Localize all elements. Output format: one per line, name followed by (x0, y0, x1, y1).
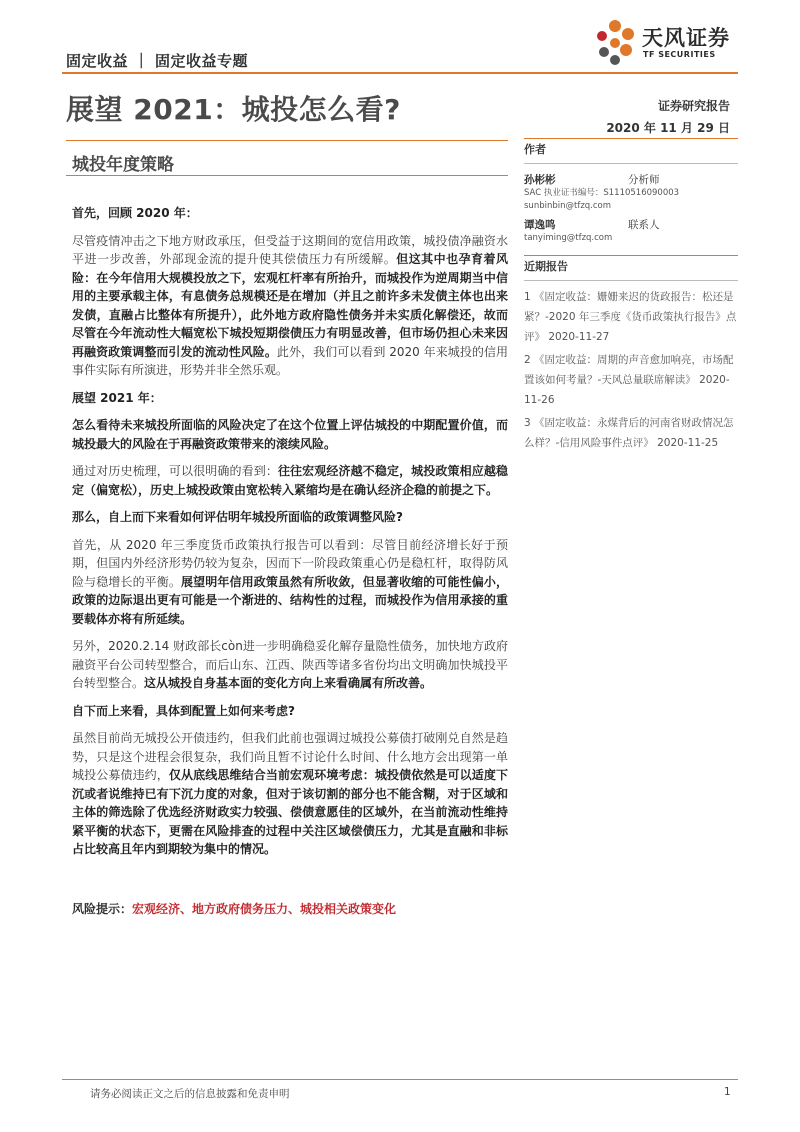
paragraph-emphasis: 仅从底线思维结合当前宏观环境考虑：城投债依然是可以适度下沉或者说维持已有下沉力度的对象，但对于该切割的部分也不能含糊，对于区域和主体的筛选除了优选经济财政实力较强、偿债意愿佳的区域外，在当前流动性维持紧平衡的状态下，更需在风险排查的过程中关注区域偿债压力，尤其是直融和非标占比较高且年内到期较为集中的情况。 (72, 768, 508, 856)
author-entry (524, 172, 738, 213)
risk-label: 风险提示： (72, 902, 133, 916)
recent-heading: 近期报告 (524, 260, 568, 273)
author-role: 分析师 (628, 174, 660, 186)
section-heading: 首先，回顾 2020 年： (72, 206, 198, 220)
sidebar (524, 138, 738, 449)
logo-mark-icon (590, 18, 640, 68)
author-role: 联系人 (628, 219, 660, 231)
title-divider (66, 140, 508, 141)
paragraph (72, 637, 508, 693)
main-body (72, 204, 508, 868)
risk-text: 宏观经济、地方政府债务压力、城投相关政策变化 (132, 902, 397, 916)
paragraph-text: 尽管疫情冲击之下地方财政承压，但受益于这期间的宽信用政策，城投债净融资水平进一步改善，外部现金流的提升使其偿债压力有所缓解。 (72, 233, 508, 266)
report-title: 展望 2021：城投怎么看? (66, 93, 401, 126)
recent-report-item[interactable]: 1 《固定收益：姗姗来迟的货政报告：松还是紧？-2020 年三季度《货币政策执行报告》点评》 2020-11-27 (524, 291, 737, 343)
recent-report-list (524, 287, 738, 453)
author-cert: SAC 执业证书编号：S1110516090003 (524, 188, 680, 198)
authors-divider (524, 163, 738, 164)
section-heading: 那么，自上而下来看如何评估明年城投所面临的政策调整风险? (72, 510, 403, 524)
recent-report-item[interactable]: 3 《固定收益：永煤背后的河南省财政情况怎么样？-信用风险事件点评》 2020-11-25 (524, 417, 734, 449)
author-name: 孙彬彬 (524, 174, 556, 186)
recent-report-item[interactable]: 2 《固定收益：周期的声音愈加响亮，市场配置该如何考量？-天风总量联席解读》 2020-11-26 (524, 354, 734, 406)
paragraph (72, 462, 508, 499)
footer-disclaimer: 请务必阅读正文之后的信息披露和免责申明 (90, 1088, 290, 1100)
section-heading: 自下而上来看，具体到配置上如何来考虑? (72, 703, 295, 718)
paragraph-emphasis: 怎么看待未来城投所面临的风险决定了在这个位置上评估城投的中期配置价值，而城投最大的风险在于再融资政策带来的滚续风险。 (72, 418, 508, 451)
sidebar-divider (524, 138, 738, 139)
paragraph-emphasis: 但这其中也孕育着风险：在今年信用大规模投放之下，宏观杠杆率有所抬升，而城投作为逆周期当中信用的主要承载主体，有息债务总规模还是在增加（并且之前许多未发债主体也出来发债，直融占比整体有所提升），此外地方政府隐性债务并未实质化解偿还，故而尽管在今年流动性大幅宽松下城投短期偿债压力有明显改善，但市场仍担心未来因再融资政策调整而引发的流动性风险。 (72, 252, 508, 359)
paragraph-text: 另外，2020.2.14 财政部长còn进一步明确稳妥化解存量隐性债务，加快地方政府融资平台公司转型整合，而后山东、江西、陕西等诸多省份均出文明确加快城投平台转型整合。 (72, 639, 508, 690)
report-subtitle: 城投年度策略 (72, 155, 174, 175)
header-category: 固定收益 ｜ 固定收益专题 (66, 52, 248, 70)
section-heading: 展望 2021 年： (72, 390, 162, 405)
author-name: 谭逸鸣 (524, 219, 556, 231)
footer-divider (62, 1079, 738, 1080)
company-logo (590, 18, 740, 70)
header-divider (62, 72, 738, 74)
logo-english-name: TF SECURITIES (643, 50, 716, 59)
paragraph-text: 首先，从 2020 年三季度货币政策执行报告可以看到：尽管目前经济增长好于预期，但国内外经济形势仍较为复杂，因而下一阶段政策重心仍是稳杠杆，取得防风险与稳增长的平衡。 (72, 537, 508, 589)
author-email[interactable]: tanyiming@tfzq.com (524, 233, 613, 243)
report-date: 2020 年 11 月 29 日 (606, 121, 730, 135)
recent-heading-divider (524, 280, 738, 281)
paragraph (72, 232, 508, 380)
paragraph-emphasis: 这从城投自身基本面的变化方向上来看确属有所改善。 (144, 676, 433, 690)
report-type: 证券研究报告 (657, 99, 730, 113)
logo-name: 天风证券 (642, 26, 730, 50)
paragraph (72, 536, 508, 629)
paragraph-text: 虽然目前尚无城投公开债违约，但我们此前也强调过城投公募债打破刚兑自然是趋势，只是这个进程会很复杂，我们尚且暂不讨论什么时间、什么地方会出现第一单城投公募债违约， (72, 731, 508, 782)
paragraph-text: 通过对历史梳理，可以很明确的看到： (72, 464, 278, 478)
authors-heading: 作者 (524, 143, 546, 156)
paragraph (72, 729, 508, 859)
recent-reports-section (524, 255, 738, 456)
author-entry (524, 217, 738, 245)
paragraph-emphasis: 往往宏观经济越不稳定，城投政策相应越稳定（偏宽松），历史上城投政策由宽松转入紧缩均是在确认经济企稳的前提之下。 (72, 464, 508, 497)
risk-warning (72, 900, 396, 917)
page-number: 1 (724, 1086, 731, 1098)
paragraph-text: 此外，我们可以看到 2020 年来城投的信用事件实际有所演进，形势并非全然乐观。 (72, 344, 508, 377)
author-email[interactable]: sunbinbin@tfzq.com (524, 201, 612, 211)
paragraph-emphasis: 展望明年信用政策虽然有所收敛，但显著收缩的可能性偏小，政策的边际退出更有可能是一个渐进的、结构性的过程，而城投作为信用承接的重要载体亦将有所延续。 (72, 574, 508, 626)
subtitle-divider (66, 175, 508, 176)
recent-divider (524, 255, 738, 256)
